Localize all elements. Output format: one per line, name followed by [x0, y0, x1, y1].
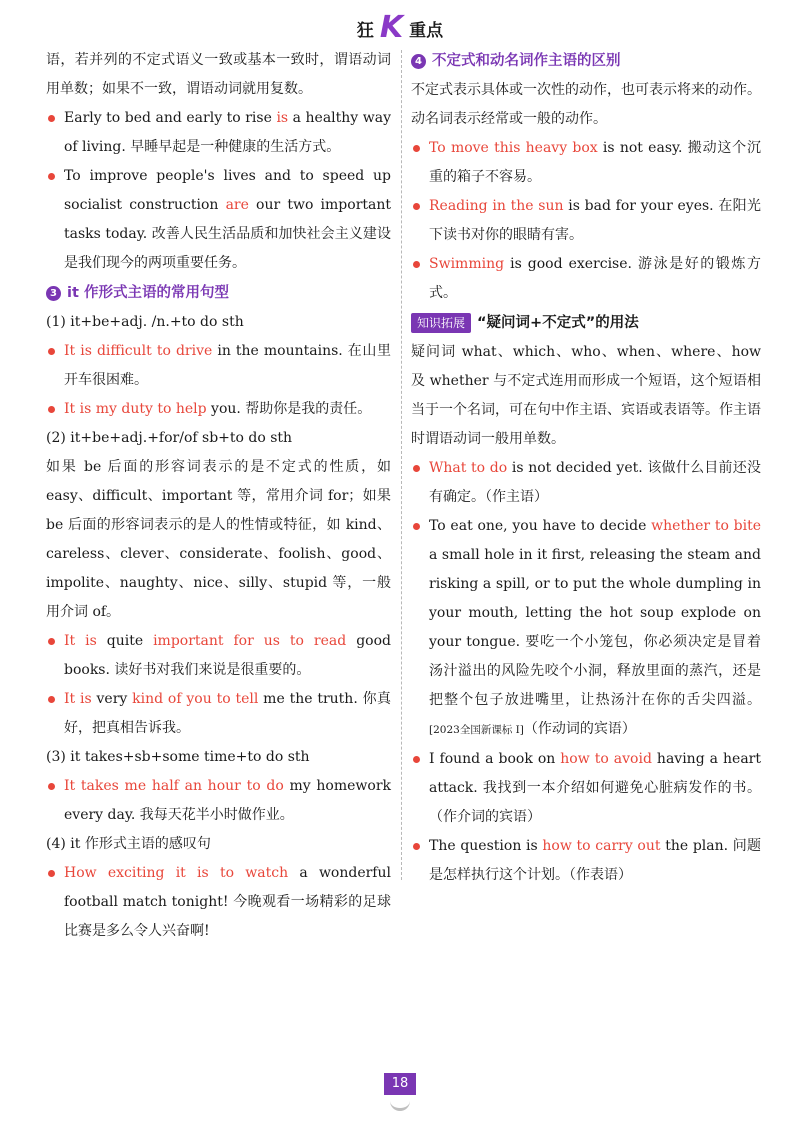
pattern-2-explanation: 如果 be 后面的形容词表示的是不定式的性质，如 easy、difficult、important 等，常用介词 for；如果 be 后面的形容词表示的是人的性情或特征，如 kind、careless、clever、considerate、foolish、good、impolite、naughty、nice、silly、stupid 等，一般用介词 of。	[46, 459, 391, 620]
extension-paragraph: 疑问词 what、which、who、when、where、how 及 whether 与不定式连用而形成一个短语，这个短语相当于一个名词，可在句中作主语、宾语或表语等。作主语时谓语动词一般用单数。	[411, 344, 761, 447]
example-item: What to do is not decided yet. 该做什么目前还没有确定。（作主语）	[411, 454, 761, 512]
bullet-icon	[413, 756, 420, 763]
section-number-3: 3	[46, 286, 61, 301]
bullet-icon	[48, 783, 55, 790]
extension-badge: 知识拓展	[411, 313, 471, 333]
left-column	[46, 46, 391, 946]
example-item: Swimming is good exercise. 游泳是好的锻炼方式。	[411, 250, 761, 308]
page-number: 18	[384, 1073, 416, 1095]
example-item: Reading in the sun is bad for your eyes. 在阳光下读书对你的眼睛有害。	[411, 192, 761, 250]
example-item: I found a book on how to avoid having a heart attack. 我找到一本介绍如何避免心脏病发作的书。（作介词的宾语）	[411, 745, 761, 832]
example-item: It takes me half an hour to do my homework every day. 我每天花半小时做作业。	[46, 772, 391, 830]
pattern-2: (2) it+be+adj.+for/of sb+to do sth	[46, 430, 293, 446]
bullet-icon	[413, 523, 420, 530]
exam-source-note: [2023全国新课标 I]	[429, 724, 524, 736]
page-header	[0, 8, 800, 48]
bullet-icon	[48, 696, 55, 703]
example-item: Early to bed and early to rise is a healthy way of living. 早睡早起是一种健康的生活方式。	[46, 104, 391, 162]
bullet-icon	[48, 406, 55, 413]
bullet-icon	[48, 348, 55, 355]
example-item: The question is how to carry out the plan. 问题是怎样执行这个计划。（作表语）	[411, 832, 761, 890]
bullet-icon	[413, 843, 420, 850]
swirl-ornament-icon	[390, 1098, 410, 1111]
section-title-4: 4 不定式和动名词作主语的区别	[411, 46, 761, 76]
bullet-icon	[413, 261, 420, 268]
example-item: To move this heavy box is not easy. 搬动这个沉重的箱子不容易。	[411, 134, 761, 192]
pattern-3: (3) it takes+sb+some time+to do sth	[46, 749, 310, 765]
example-item: To eat one, you have to decide whether to bite a small hole in it first, releasing the steam and risking a spill, or to put the whole dumpling in your mouth, letting the hot soup explode on your tongue. 要吃一个小笼包，你必须决定是冒着汤汁溢出的风险先咬个小洞，释放里面的蒸汽，还是把整个包子放进嘴里，让热汤汁在你的舌尖四溢。[2023全国新课标 I]（作动词的宾语）	[411, 512, 761, 745]
bullet-icon	[48, 115, 55, 122]
example-item: It is quite important for us to read good books. 读好书对我们来说是很重要的。	[46, 627, 391, 685]
bullet-icon	[48, 638, 55, 645]
example-item: It is my duty to help you. 帮助你是我的责任。	[46, 395, 391, 424]
section-title-3: 3 it 作形式主语的常用句型	[46, 278, 391, 308]
example-item: It is difficult to drive in the mountains. 在山里开车很困难。	[46, 337, 391, 395]
bullet-icon	[48, 870, 55, 877]
header-k-logo: K	[379, 10, 404, 45]
example-item: It is very kind of you to tell me the truth. 你真好，把真相告诉我。	[46, 685, 391, 743]
knowledge-extension-title: 知识拓展 “疑问词+不定式”的用法	[411, 308, 761, 338]
bullet-icon	[413, 203, 420, 210]
example-item: To improve people's lives and to speed up socialist construction are our two important tasks today. 改善人民生活品质和加快社会主义建设是我们现今的两项重要任务。	[46, 162, 391, 278]
header-text-2: 重点	[409, 20, 444, 41]
intro-paragraph: 语，若并列的不定式语义一致或基本一致时，谓语动词用单数；如果不一致，谓语动词就用复数。	[46, 52, 391, 97]
pattern-4: (4) it 作形式主语的感叹句	[46, 836, 211, 852]
bullet-icon	[413, 145, 420, 152]
header-text-1: 狂	[356, 20, 374, 41]
section-4-intro: 不定式表示具体或一次性的动作，也可表示将来的动作。动名词表示经常或一般的动作。	[411, 82, 761, 127]
column-divider	[401, 50, 402, 880]
example-item: How exciting it is to watch a wonderful football match tonight! 今晚观看一场精彩的足球比赛是多么令人兴奋啊!	[46, 859, 391, 946]
pattern-1: (1) it+be+adj. /n.+to do sth	[46, 314, 244, 330]
section-number-4: 4	[411, 54, 426, 69]
bullet-icon	[413, 465, 420, 472]
right-column	[411, 46, 761, 890]
bullet-icon	[48, 173, 55, 180]
